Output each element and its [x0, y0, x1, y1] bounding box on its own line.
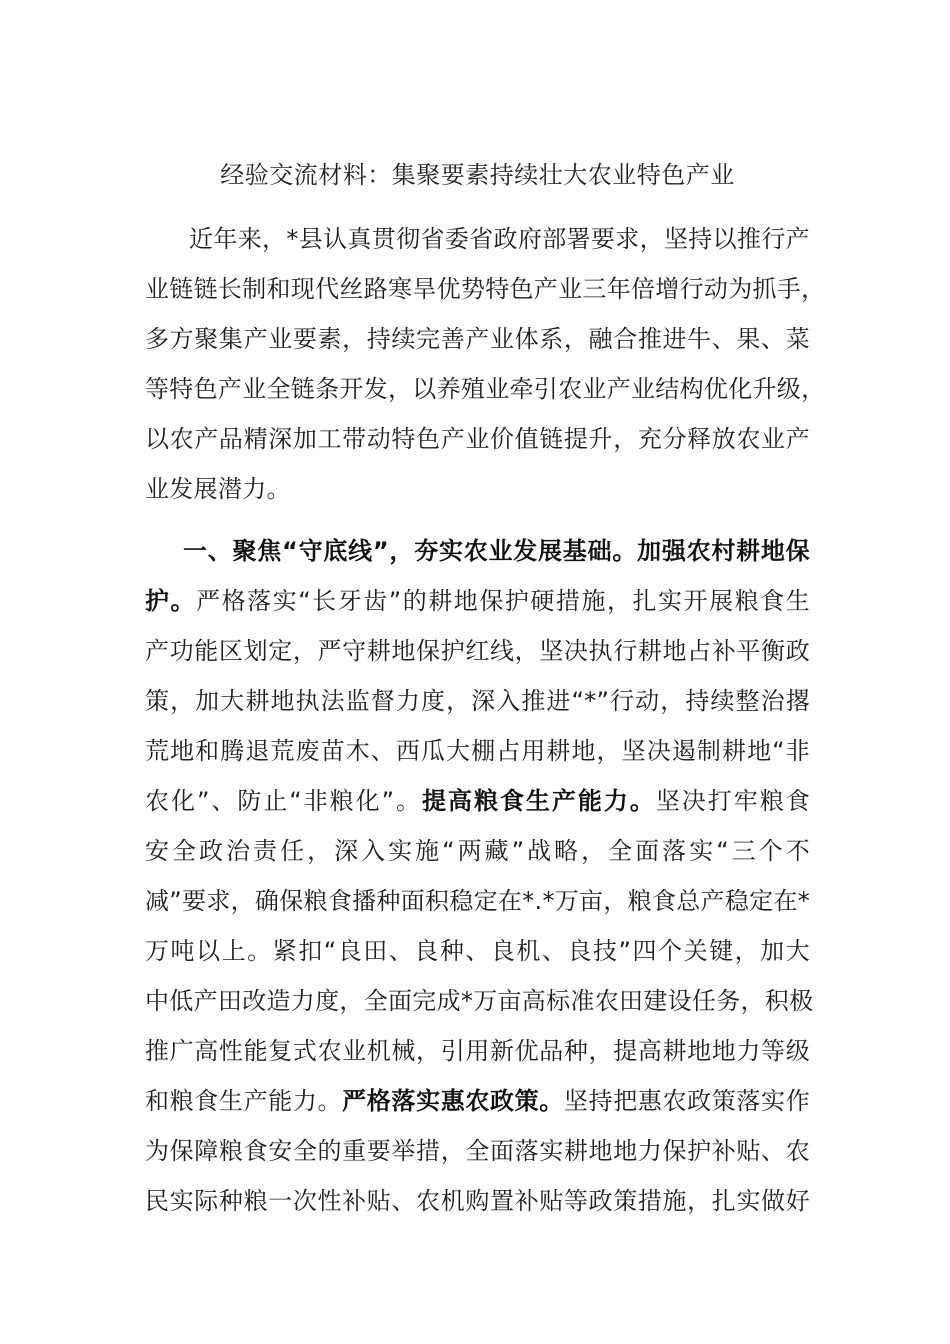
body-text: 农化”、防止“非粮化”。 — [145, 787, 423, 815]
document-title: 经验交流材料：集聚要素持续壮大农业特色产业 — [220, 161, 735, 189]
subsection-heading-farmland: 加强农村耕地保 — [637, 537, 810, 565]
subsection-heading-policy: 严格落实惠农政策。 — [342, 1087, 564, 1115]
intro-line: 多方聚集产业要素，持续完善产业体系，融合推进牛、果、菜 — [145, 325, 810, 353]
intro-line: 业链链长制和现代丝路寒旱优势特色产业三年倍增行动为抓手， — [145, 275, 826, 303]
section-line: 为保障粮食安全的重要举措，全面落实耕地地力保护补贴、农 — [145, 1137, 810, 1165]
section-line: 万吨以上。紧扣“良田、良种、良机、良技”四个关键，加大 — [145, 937, 810, 965]
section-line: 荒地和腾退荒废苗木、西瓜大棚占用耕地，坚决遏制耕地“非 — [145, 737, 810, 765]
intro-line: 业发展潜力。 — [145, 475, 291, 503]
section-line: 策，加大耕地执法监督力度，深入推进“*”行动，持续整治撂 — [145, 687, 810, 715]
section-line: 民实际种粮一次性补贴、农机购置补贴等政策措施，扎实做好 — [145, 1187, 810, 1215]
intro-line: 等特色产业全链条开发，以养殖业牵引农业产业结构优化升级， — [145, 375, 826, 403]
intro-paragraph — [145, 214, 826, 514]
body-text: 严格落实“长牙齿”的耕地保护硬措施，扎实开展粮食生 — [196, 587, 810, 615]
document-body — [145, 150, 826, 1226]
body-text: 和粮食生产能力。 — [145, 1087, 343, 1115]
section-heading: 一、聚焦“守底线”，夯实农业发展基础。 — [183, 537, 638, 565]
paragraph-spacer — [145, 514, 810, 526]
body-text: 坚决打牢粮食 — [655, 787, 810, 815]
section-line — [145, 776, 810, 826]
body-text: 坚持把惠农政策落实作 — [563, 1087, 810, 1115]
section-one-paragraph — [145, 526, 814, 1226]
section-line — [145, 1076, 810, 1126]
subsection-heading-grain: 提高粮食生产能力。 — [422, 787, 656, 815]
subsection-heading-farmland-end: 护。 — [145, 587, 197, 615]
intro-line: 以农产品精深加工带动特色产业价值链提升，充分释放农业产 — [145, 425, 810, 453]
intro-line: 近年来，*县认真贯彻省委省政府部署要求，坚持以推行产 — [189, 225, 810, 253]
section-line: 产功能区划定，严守耕地保护红线，坚决执行耕地占补平衡政 — [145, 637, 810, 665]
section-line: 中低产田改造力度，全面完成*万亩高标准农田建设任务，积极 — [145, 987, 814, 1015]
section-line: 安全政治责任，深入实施“两藏”战略，全面落实“三个不 — [145, 837, 810, 865]
section-line — [145, 576, 810, 626]
section-line — [145, 526, 810, 576]
section-line: 减”要求，确保粮食播种面积稳定在*.*万亩，粮食总产稳定在* — [145, 887, 811, 915]
section-line: 推广高性能复式农业机械，引用新优品种，提高耕地地力等级 — [145, 1037, 810, 1065]
